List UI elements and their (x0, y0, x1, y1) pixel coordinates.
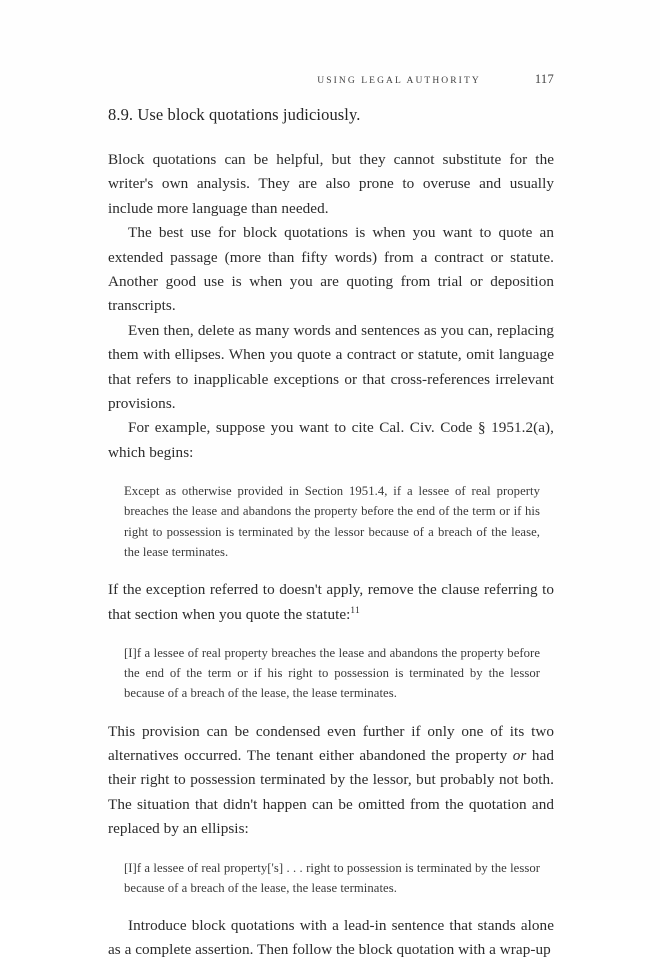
emphasis-or: or (512, 746, 527, 764)
paragraph-exception-lead-in (108, 578, 554, 627)
block-quote-statute-ellipsis (124, 858, 540, 898)
block-quote-text: Except as otherwise provided in Section 1951.4, if a lessee of real property breaches the lease and abandons the property before the end of the term or if his right to possession is terminated by the lessor because of a breach of the lease, the lease terminates. (124, 484, 540, 559)
block-quote-text: [I]f a lessee of real property['s] . . . right to possession is terminated by the lessor because of a breach of the lease, the lease terminates. (124, 860, 540, 895)
paragraph-intro: Block quotations can be helpful, but they cannot substitute for the writer's own analysis. They are also prone to overuse and usually include more language than needed. (108, 151, 554, 217)
block-quote-text: [I]f a lessee of real property breaches the lease and abandons the property before the end of the term or if his right to possession is terminated by the lessor because of a breach of the lease, the lease terminates. (124, 645, 540, 701)
footnote-reference[interactable]: 11 (350, 604, 361, 615)
page-number: 117 (534, 72, 554, 86)
paragraph-condensed (108, 720, 554, 842)
paragraph-example-lead-in: For example, suppose you want to cite Cal. Civ. Code § 1951.2(a), which begins: (108, 419, 554, 461)
paragraph-condensed-part-two: had their right to possession terminated by the lessor, but probably not both. The situation that didn't happen can be omitted from the quotation and replaced by an ellipsis: (108, 746, 554, 838)
paragraph-best-use: The best use for block quotations is when you want to quote an extended passage (more than fifty words) from a contract or statute. Another good use is when you are quoting from trial or deposition transcripts. (108, 224, 554, 315)
block-quote-statute-full (124, 481, 540, 562)
running-head-title: USING LEGAL AUTHORITY (317, 76, 481, 86)
paragraph-condensed-part-one: This provision can be condensed even further if only one of its two alternatives occurred. The tenant either abandoned the property (108, 722, 554, 764)
paragraph-lead-in-wrap-up: Introduce block quotations with a lead-in sentence that stands alone as a complete assertion. Then follow the block quotation with a wrap-up (108, 916, 554, 959)
paragraph-delete-words: Even then, delete as many words and sentences as you can, replacing them with ellipses. When you quote a contract or statute, omit language that refers to inapplicable exceptions or that cross-references irrelevant provisions. (108, 321, 554, 413)
section-heading: 8.9. Use block quotations judiciously. (108, 105, 361, 124)
paragraph-exception-text: If the exception referred to doesn't apply, remove the clause referring to that section when you quote the statute: (108, 581, 554, 623)
text-column (108, 104, 554, 963)
running-head (108, 72, 554, 87)
block-quote-statute-trimmed (124, 643, 540, 704)
